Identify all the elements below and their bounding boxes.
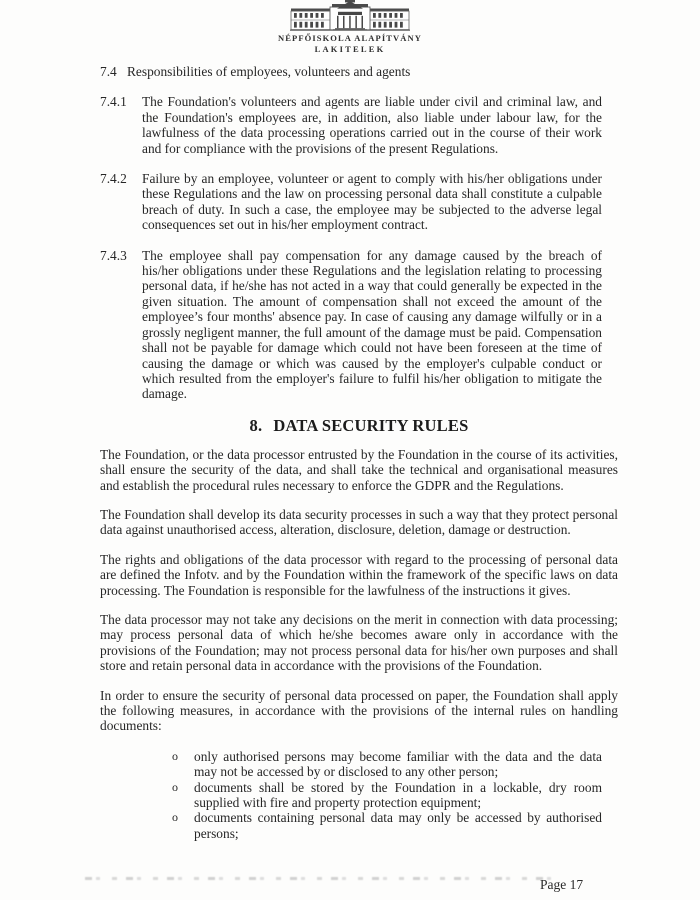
clause-text: The Foundation's volunteers and agents are liable under civil and criminal law, and the Foundation's employees are, in addition, also liable under labour law, for the lawfulness of the data processing operations carried out in the course of their work and for compliance with the provisions of the present Regulations. (142, 94, 602, 156)
manor-building-icon (288, 0, 412, 33)
clause-7-4-1 (100, 94, 618, 156)
foundation-logo (0, 0, 700, 53)
logo-text-line1: NÉPFŐISKOLA ALAPÍTVÁNY (278, 33, 422, 43)
paragraph-security-3: The rights and obligations of the data processor with regard to the processing of personal data are defined the Infotv. and by the Foundation within the framework of the specific laws on data processing. The Foundation is responsible for the lawfulness of the instructions it gives. (100, 551, 618, 598)
clause-number: 7.4.2 (100, 171, 127, 187)
paragraph-security-5: In order to ensure the security of personal data processed on paper, the Foundation shall apply the following measures, in accordance with the provisions of the internal rules on handling documents: (100, 687, 618, 734)
bullet-item-2 (172, 780, 602, 811)
logo-text-line2: LAKITELEK (314, 43, 386, 54)
section-7-4-number: 7.4 (100, 64, 117, 79)
section-8-title: DATA SECURITY RULES (273, 415, 469, 435)
bullet-text: documents containing personal data may only be accessed by authorised persons; (194, 810, 602, 841)
clause-number: 7.4.1 (100, 94, 127, 110)
circle-bullet-icon: o (172, 810, 178, 825)
bullet-item-3 (172, 810, 602, 841)
circle-bullet-icon: o (172, 748, 178, 763)
document-body (0, 64, 700, 841)
paragraph-security-2: The Foundation shall develop its data security processes in such a way that they protect personal data against unauthorised access, alteration, disclosure, deletion, damage or destruction. (100, 506, 618, 538)
section-8-number: 8. (249, 415, 263, 435)
faded-cutoff-text-line (85, 877, 563, 880)
page-number: Page 17 (540, 877, 584, 892)
paragraph-security-4: The data processor may not take any decisions on the merit in connection with data processing; may process personal data of which he/she becomes aware only in accordance with the provisions of the Foundation; may not process personal data for his/her own purposes and shall store and retain personal data in accordance with the provisions of the Foundation. (100, 611, 618, 674)
paragraph-security-1: The Foundation, or the data processor entrusted by the Foundation in the course of its activities, shall ensure the security of the data, and shall take the technical and organisational measures and establish the procedural rules necessary to enforce the GDPR and the Regulations. (100, 446, 618, 493)
bullet-text: documents shall be stored by the Foundation in a lockable, dry room supplied with fire and property protection equipment; (194, 779, 602, 811)
bullet-list (100, 749, 602, 841)
circle-bullet-icon: o (172, 779, 178, 794)
section-7-4-title: Responsibilities of employees, volunteers and agents (127, 64, 411, 79)
clause-text: Failure by an employee, volunteer or agent to comply with his/her obligations under these Regulations and the law on processing personal data shall constitute a culpable breach of duty. In such a case, the employee may be subjected to the adverse legal consequences set out in his/her employment contract. (142, 171, 602, 233)
bullet-text: only authorised persons may become familiar with the data and the data may not be accessed by or disclosed to any other person; (194, 748, 602, 780)
clause-number: 7.4.3 (100, 247, 127, 263)
section-7-4-heading (100, 64, 618, 79)
clause-7-4-3 (100, 248, 618, 402)
section-8-heading (100, 416, 618, 435)
bullet-item-1 (172, 749, 602, 780)
clause-text: The employee shall pay compensation for any damage caused by the breach of his/her obligations under these Regulations and the legislation relating to processing personal data, if he/she has not acted in a way that could generally be expected in the given situation. The amount of compensation shall not exceed the amount of the employee’s four months' absence pay. In case of causing any damage wilfully or in a grossly negligent manner, the full amount of the damage must be paid. Compensation shall not be payable for damage which could not have been foreseen at the time of causing the damage or which was caused by the employer's culpable conduct or which resulted from the employer's failure to fulfil his/her obligation to mitigate the damage. (142, 247, 602, 402)
clause-7-4-2 (100, 171, 618, 233)
